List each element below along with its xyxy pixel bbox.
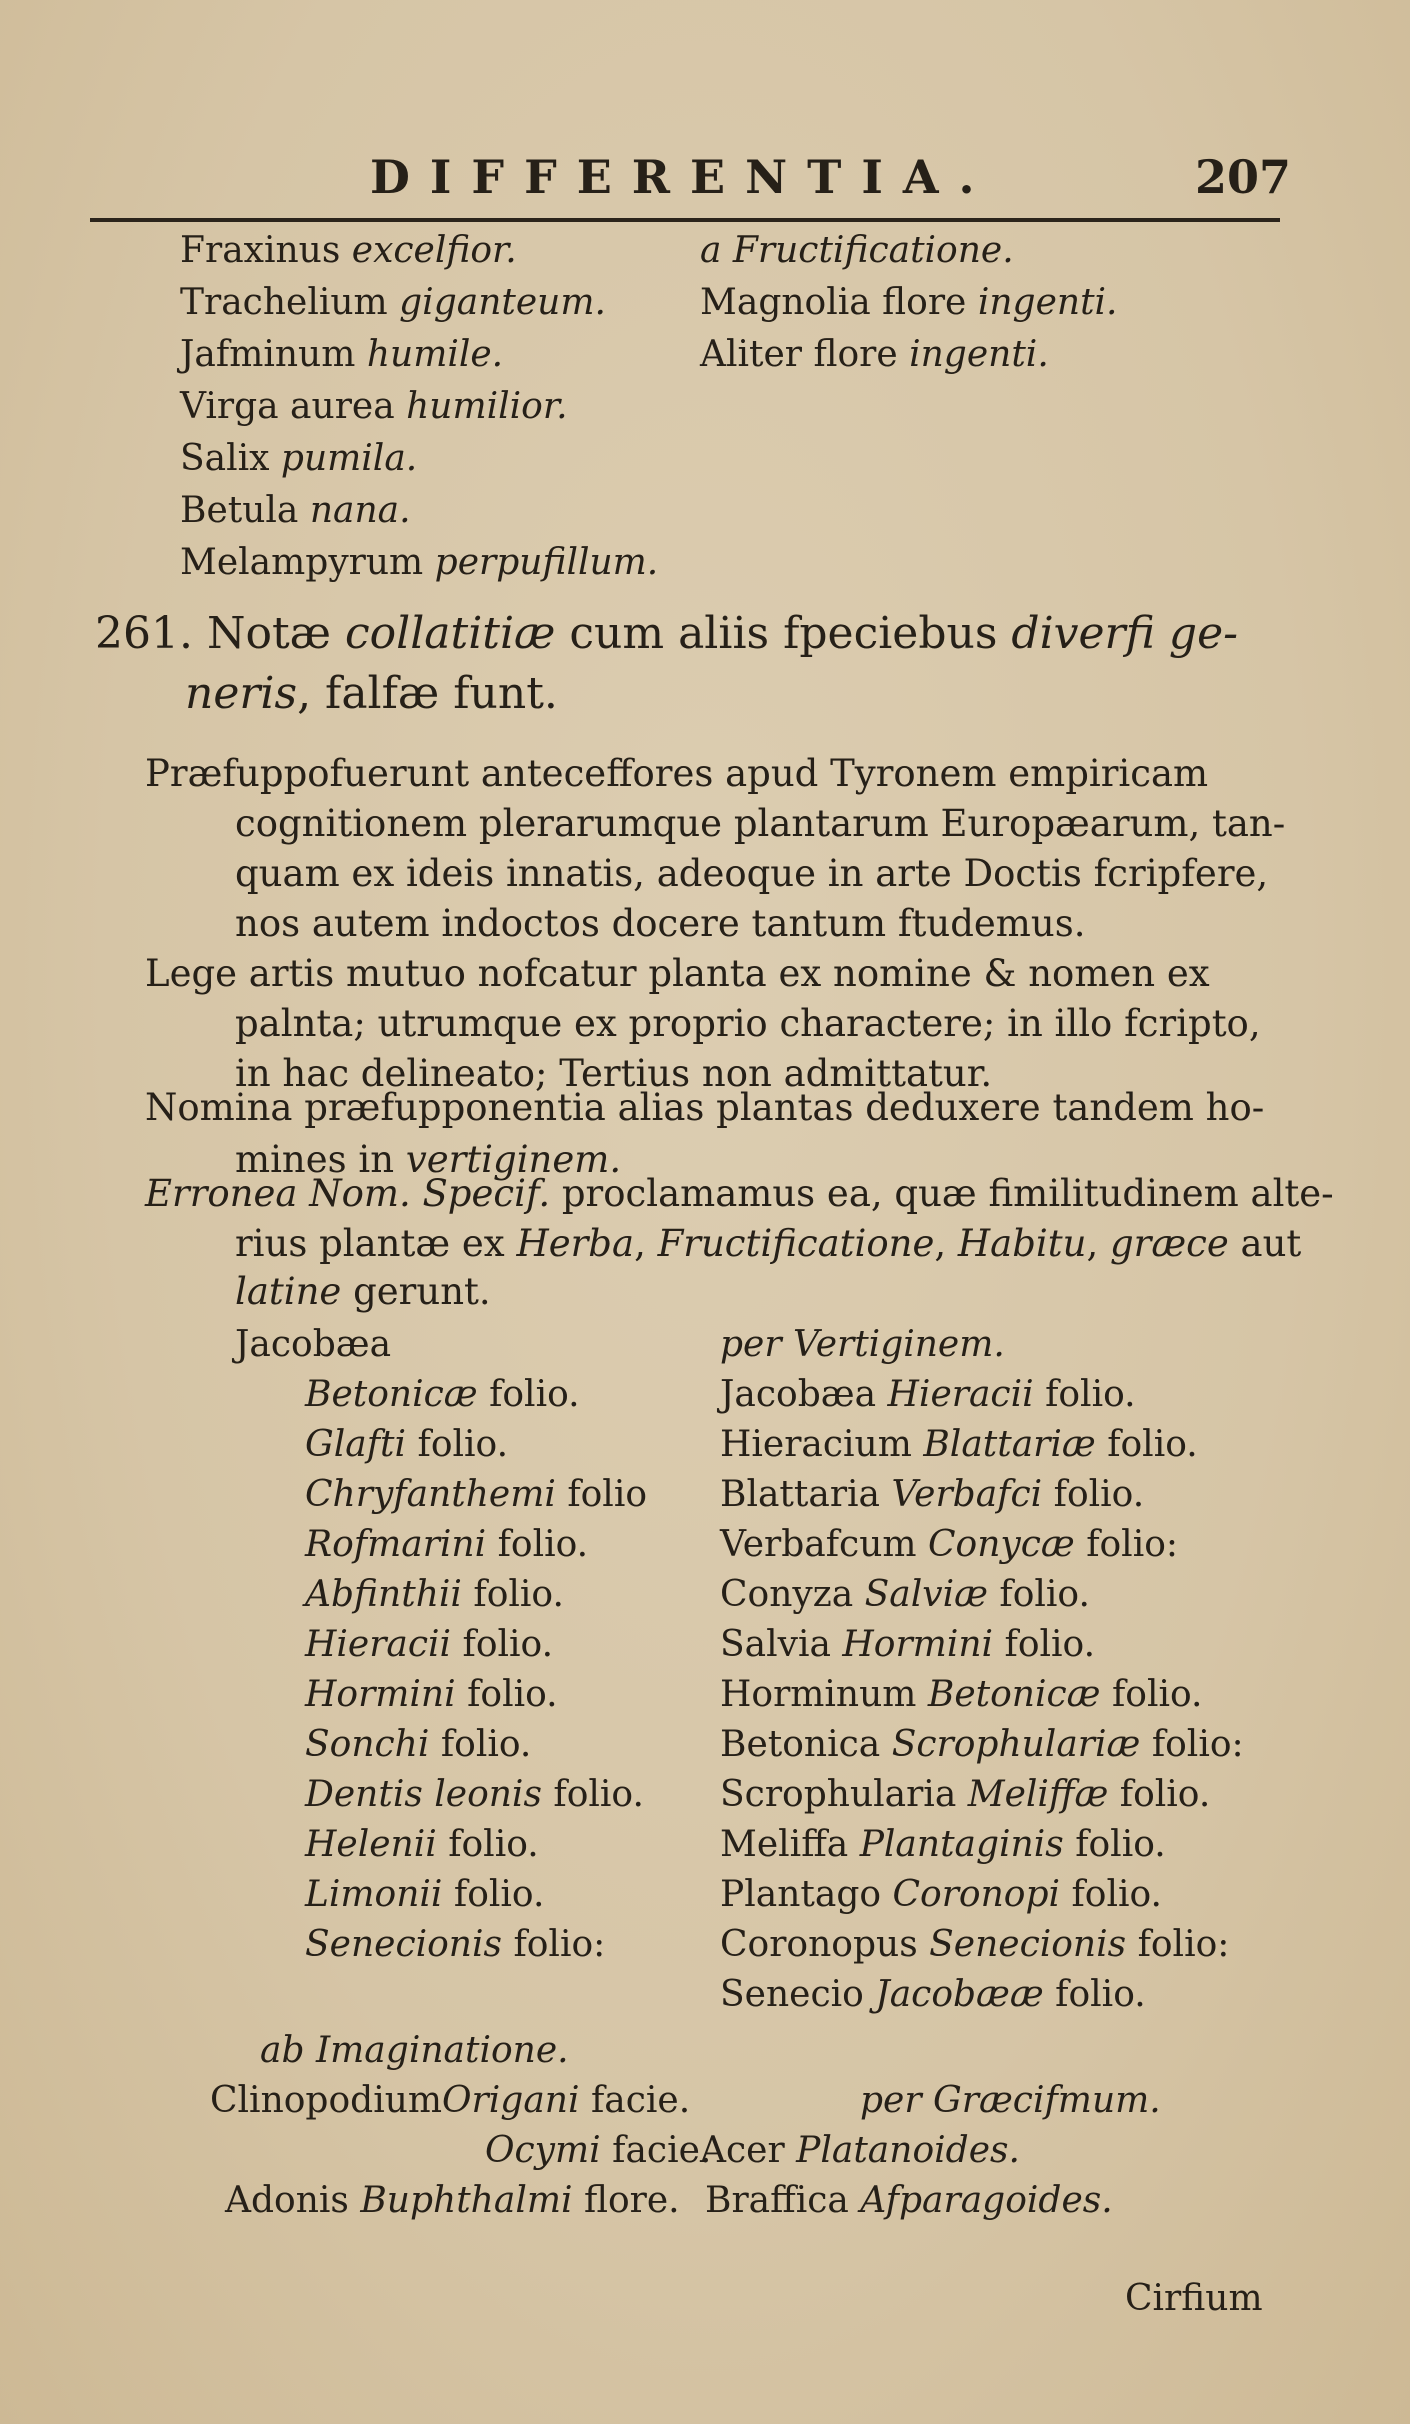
list-item: Betonica Scrophulariæ folio: xyxy=(720,1724,1244,1765)
text-line: palnta; utrumque ex proprio charactere; in illo fcripto, xyxy=(235,1002,1261,1045)
text-line: latine gerunt. xyxy=(235,1270,491,1313)
list-item: Hieracium Blattariæ folio. xyxy=(720,1424,1198,1465)
list-item: Dentis leonis folio. xyxy=(305,1774,644,1815)
list-item: Ocymi facie. xyxy=(485,2130,712,2171)
list-item: Verbafcum Conycæ folio: xyxy=(720,1524,1179,1565)
list-item: Fraxinus excelfior. xyxy=(180,230,517,271)
running-header: DIFFERENTIA. xyxy=(370,150,995,204)
list-item: Jacobæa Hieracii folio. xyxy=(720,1374,1136,1415)
list-heading: ab Imaginatione. xyxy=(260,2030,569,2071)
list-item: Salvia Hormini folio. xyxy=(720,1624,1096,1665)
list-heading: per Græcifmum. xyxy=(860,2080,1161,2121)
list-item: Aliter flore ingenti. xyxy=(700,334,1049,375)
list-item: Chryfanthemi folio xyxy=(305,1474,648,1515)
list-item: Betonicæ folio. xyxy=(305,1374,580,1415)
list-item: Betula nana. xyxy=(180,490,411,531)
list-item: Glafti folio. xyxy=(305,1424,509,1465)
list-item: Adonis Buphthalmi flore. xyxy=(225,2180,680,2221)
list-item: Senecio Jacobææ folio. xyxy=(720,1974,1146,2015)
list-item: Melampyrum perpufillum. xyxy=(180,542,659,583)
text-line: mines in vertiginem. xyxy=(235,1138,622,1181)
text-line: rius plantæ ex Herba, Fructificatione, Habitu, græce aut xyxy=(235,1222,1302,1265)
list-item: Coronopus Senecionis folio: xyxy=(720,1924,1230,1965)
list-heading: Jacobæa xyxy=(235,1324,392,1365)
list-item: Magnolia flore ingenti. xyxy=(700,282,1118,323)
section-heading-line2: neris, falfæ funt. xyxy=(185,668,558,719)
text-line: quam ex ideis innatis, adeoque in arte Doctis fcripfere, xyxy=(235,852,1269,895)
list-item: Hieracii folio. xyxy=(305,1624,554,1665)
list-item: Helenii folio. xyxy=(305,1824,539,1865)
list-item: Abfinthii folio. xyxy=(305,1574,564,1615)
list-item: Rofmarini folio. xyxy=(305,1524,589,1565)
list-item: Blattaria Verbafci folio. xyxy=(720,1474,1145,1515)
page-number: 207 xyxy=(1195,150,1292,204)
list-item: Trachelium giganteum. xyxy=(180,282,606,323)
text-line: Erronea Nom. Specif. proclamamus ea, quæ fimilitudinem alte- xyxy=(145,1172,1334,1215)
list-item: Plantago Coronopi folio. xyxy=(720,1874,1162,1915)
text-line: in hac delineato; Tertius non admittatur. xyxy=(235,1052,993,1095)
text-line: nos autem indoctos docere tantum ftudemus. xyxy=(235,902,1086,945)
list-item: Acer Platanoides. xyxy=(700,2130,1020,2171)
list-item: Senecionis folio: xyxy=(305,1924,606,1965)
list-item: Braffica Afparagoides. xyxy=(705,2180,1113,2221)
list-item: Horminum Betonicæ folio. xyxy=(720,1674,1203,1715)
list-item: Limonii folio. xyxy=(305,1874,545,1915)
text-line: Lege artis mutuo nofcatur planta ex nomine & nomen ex xyxy=(145,952,1210,995)
list-item: a Fructificatione. xyxy=(700,230,1014,271)
header-rule xyxy=(90,218,1280,222)
list-item: Virga aurea humilior. xyxy=(180,386,568,427)
list-item: Scrophularia Meliffæ folio. xyxy=(720,1774,1211,1815)
catchword: Cirfium xyxy=(1125,2278,1263,2319)
text-line: Præfuppofuerunt anteceffores apud Tyronem empiricam xyxy=(145,752,1209,795)
list-item: Hormini folio. xyxy=(305,1674,558,1715)
section-heading-line1: 261. Notæ collatitiæ cum aliis fpeciebus diverfi ge- xyxy=(95,608,1238,659)
text-line: Nomina præfupponentia alias plantas deduxere tandem ho- xyxy=(145,1086,1265,1129)
list-item: Salix pumila. xyxy=(180,438,418,479)
list-item: Meliffa Plantaginis folio. xyxy=(720,1824,1166,1865)
list-item: Jafminum humile. xyxy=(180,334,504,375)
list-item: Conyza Salviæ folio. xyxy=(720,1574,1090,1615)
list-item: ClinopodiumOrigani facie. xyxy=(210,2080,691,2121)
list-item: Sonchi folio. xyxy=(305,1724,532,1765)
list-heading: per Vertiginem. xyxy=(720,1324,1005,1365)
text-line: cognitionem plerarumque plantarum Europæarum, tan- xyxy=(235,802,1286,845)
